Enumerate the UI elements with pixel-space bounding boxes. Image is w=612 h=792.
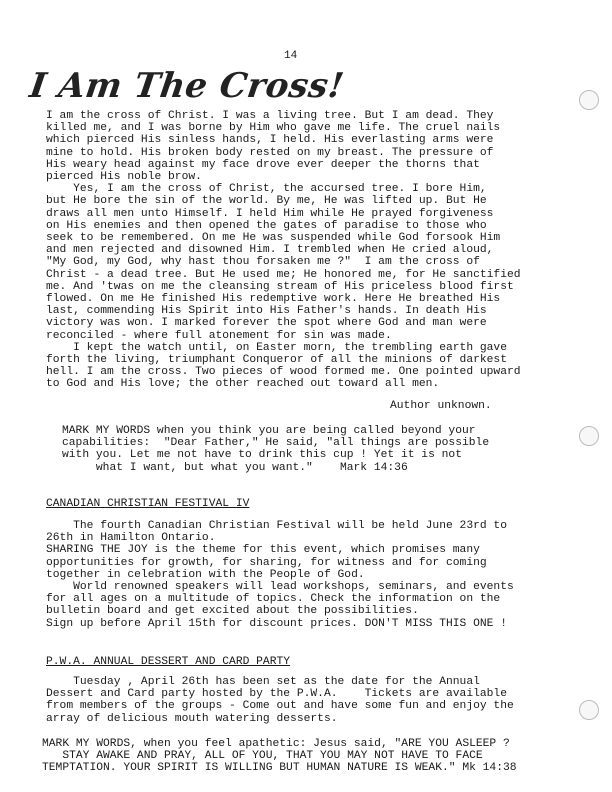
- text-line: what I want, but what you want." Mark 14:36: [62, 461, 408, 474]
- text-line: killed me, and I was borne by Him who gave me life. The cruel nails: [46, 122, 501, 135]
- text-line: I kept the watch until, on Easter morn, the trembling earth gave: [46, 341, 507, 354]
- text-line: Tuesday , April 26th has been set as the date for the Annual: [46, 676, 480, 688]
- page-title: I Am The Cross!: [27, 66, 347, 106]
- text-line: STAY AWAKE AND PRAY, ALL OF YOU, THAT YOU MAY NOT HAVE TO FACE: [42, 750, 483, 763]
- mark-my-words-2: [42, 738, 562, 775]
- text-line: 26th in Hamilton Ontario.: [46, 532, 216, 545]
- text-line: and men rejected and disowned Him. I trembled when He cried aloud,: [46, 244, 494, 257]
- text-line: with you. Let me not have to drink this cup ! Yet it is not: [62, 449, 462, 462]
- text-line: Christ - a dead tree. But He used me; He honored me, for He sanctified: [46, 268, 521, 281]
- binder-hole-middle: [579, 426, 599, 446]
- text-line: His weary head against my face drove ever deeper the thorns that: [46, 158, 480, 171]
- text-line: last, commending His Spirit into His Father's hands. In death His: [46, 305, 487, 318]
- page-number: 14: [284, 50, 298, 62]
- text-line: together in celebration with the People of God.: [46, 568, 365, 581]
- binder-hole-top: [579, 90, 599, 110]
- text-line: flowed. On me He finished His redemptive work. Here He breathed His: [46, 293, 501, 306]
- text-line: hell. I am the cross. Two pieces of wood formed me. One pointed upward: [46, 366, 521, 379]
- text-line: but He bore the sin of the world. By me, He was lifted up. But He: [46, 195, 487, 208]
- text-line: draws all men unto Himself. I held Him while He prayed forgiveness: [46, 207, 494, 220]
- text-line: MARK MY WORDS, when you feel apathetic: Jesus said, "ARE YOU ASLEEP ?: [42, 738, 510, 750]
- poem-body: [46, 110, 556, 391]
- text-line: The fourth Canadian Christian Festival will be held June 23rd to: [46, 520, 507, 532]
- text-line: opportunities for growth, for sharing, for witness and for coming: [46, 556, 487, 569]
- poem-author: Author unknown.: [390, 400, 492, 412]
- text-line: MARK MY WORDS when you think you are being called beyond your: [62, 425, 476, 437]
- text-line: forth the living, triumphant Conqueror of all the minions of darkest: [46, 354, 507, 367]
- binder-hole-bottom: [579, 700, 599, 720]
- text-line: Yes, I am the cross of Christ, the accursed tree. I bore Him,: [46, 183, 487, 196]
- text-line: Dessert and Card party hosted by the P.W.A. Tickets are available: [46, 688, 507, 701]
- text-line: I am the cross of Christ. I was a living tree. But I am dead. They: [46, 110, 494, 122]
- text-line: victory was won. I marked forever the spot where God and man were: [46, 317, 487, 330]
- text-line: "My God, my God, why hast thou forsaken me ?" I am the cross of: [46, 256, 480, 269]
- text-line: World renowned speakers will lead workshops, seminars, and events: [46, 581, 514, 594]
- text-line: seek to be remembered. On me He was suspended while God forsook Him: [46, 232, 501, 245]
- festival-heading: CANADIAN CHRISTIAN FESTIVAL IV: [46, 498, 250, 510]
- text-line: from members of the groups - Come out and have some fun and enjoy the: [46, 700, 514, 713]
- pwa-heading: P.W.A. ANNUAL DESSERT AND CARD PARTY: [46, 656, 291, 668]
- text-line: for all ages on a multitude of topics. Check the information on the: [46, 593, 501, 606]
- pwa-body: [46, 676, 556, 725]
- text-line: capabilities: "Dear Father," He said, "all things are possible: [62, 437, 490, 450]
- mark-my-words-1: [62, 425, 572, 474]
- text-line: bulletin board and get excited about the possibilities.: [46, 605, 419, 618]
- text-line: me. And 'twas on me the cleansing stream of His priceless blood first: [46, 280, 514, 293]
- text-line: SHARING THE JOY is the theme for this event, which promises many: [46, 544, 480, 557]
- text-line: which pierced His sinless hands, I held. His everlasting arms were: [46, 134, 494, 147]
- text-line: array of delicious mouth watering desserts.: [46, 712, 338, 725]
- festival-body: [46, 520, 556, 630]
- text-line: to God and His love; the other reached out toward all men.: [46, 378, 440, 391]
- text-line: reconciled - where full atonement for sin was made.: [46, 329, 392, 342]
- text-line: pierced His noble brow.: [46, 171, 202, 184]
- text-line: Sign up before April 15th for discount prices. DON'T MISS THIS ONE !: [46, 617, 507, 630]
- text-line: mine to hold. His broken body rested on my breast. The pressure of: [46, 146, 494, 159]
- text-line: on His enemies and then opened the gates of paradise to those who: [46, 219, 487, 232]
- text-line: TEMPTATION. YOUR SPIRIT IS WILLING BUT HUMAN NATURE IS WEAK." Mk 14:38: [42, 762, 517, 775]
